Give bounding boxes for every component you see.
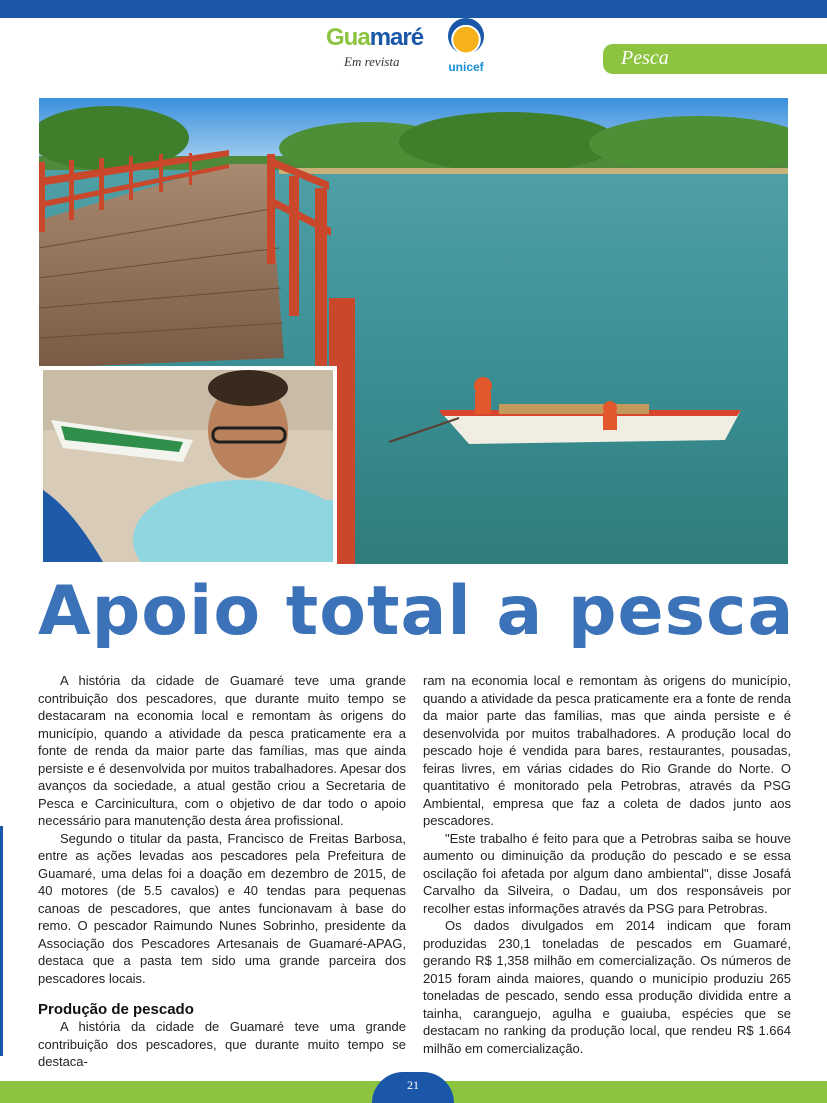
portrait-photo-illustration <box>43 370 333 562</box>
top-color-bar <box>0 0 827 18</box>
unicef-label: unicef <box>448 60 484 74</box>
logo-tagline: Em revista <box>344 54 400 69</box>
section-title: Pesca <box>621 47 669 69</box>
guamare-em-revista-logo <box>326 24 430 72</box>
unicef-seal-logo <box>440 14 492 76</box>
paragraph: Os dados divulgados em 2014 indicam que foram produzidas 230,1 toneladas de pescados em Guamaré, gerando R$ 1,358 milhão em comercialização. Os números de 2015 foram ainda maiores, quando o município produziu 265 toneladas de pescado, sendo essa produção dividida entre a tainha, caranguejo, agulha e guaiuba, espécies que se destacam no ranking da produção local, que rendeu R$ 1.664 milhão em comercialização. <box>423 918 791 1056</box>
paragraph: "Este trabalho é feito para que a Petrobras saiba se houve aumento ou diminuição da produção do pescado e se essa oscilação foi afetada por algum dano ambiental", disse Josafá Carvalho da Silveira, o Dadau, um dos responsáveis por recolher estas informações através da PSG para Petrobras. <box>423 830 791 916</box>
paragraph: ram na economia local e remontam às origens do município, quando a atividade da pesca praticamente era a fonte de renda da maior parte das famílias, mas que ainda persiste e é desenvolvida por muitos trabalhadores. A produção local do pescado hoje é vendida para bares, restaurantes, pousadas, feiras livres, em várias cidades do Rio Grande do Norte. O quantitativo é monitorado pela Petrobras, através da PSG Ambiental, empresa que faz a coleta de dados junto aos pescadores. <box>423 673 791 828</box>
article-column-right <box>423 672 791 1057</box>
page-number: 21 <box>407 1078 419 1092</box>
page-number-badge <box>372 1072 454 1103</box>
article-headline: Apoio total a pesca <box>38 572 795 651</box>
logo-wordmark: Guamaré <box>326 24 424 51</box>
left-margin-rule <box>0 826 3 1056</box>
subheading: Produção de pescado <box>38 1001 194 1018</box>
paragraph: A história da cidade de Guamaré teve uma grande contribuição dos pescadores, que durante muito tempo se destacaram na economia local e remontam às origens do município, quando a atividade da pesca praticamente era a fonte de renda da maior parte das famílias, mas que ainda persiste e é desenvolvida por muitos trabalhadores. Apesar dos avanços da sociedade, a atual gestão criou a Secretaria de Pesca e Carcinicultura, com o objetivo de dar todo o apoio necessário para manutenção desta área profissional. <box>38 673 406 828</box>
sun-emblem-icon <box>448 18 484 54</box>
article-column-left <box>38 672 406 1071</box>
paragraph: A história da cidade de Guamaré teve uma grande contribuição dos pescadores, que durante muito tempo se destaca- <box>38 1019 406 1069</box>
inset-portrait-photo <box>39 366 337 566</box>
section-tab <box>603 44 827 74</box>
paragraph: Segundo o titular da pasta, Francisco de Freitas Barbosa, entre as ações levadas aos pescadores pela Prefeitura de Guamaré, uma delas foi a doação em dezembro de 2015, de 40 motores (de 5.5 cavalos) e 40 tendas para pequenas canoas de pescadores, que antes funcionavam à base do remo. O pescador Raimundo Nunes Sobrinho, presidente da Associação dos Pescadores Artesanais de Guamaré-APAG, destaca que a pasta tem sido uma grande parceira dos pescadores locais. <box>38 830 406 986</box>
